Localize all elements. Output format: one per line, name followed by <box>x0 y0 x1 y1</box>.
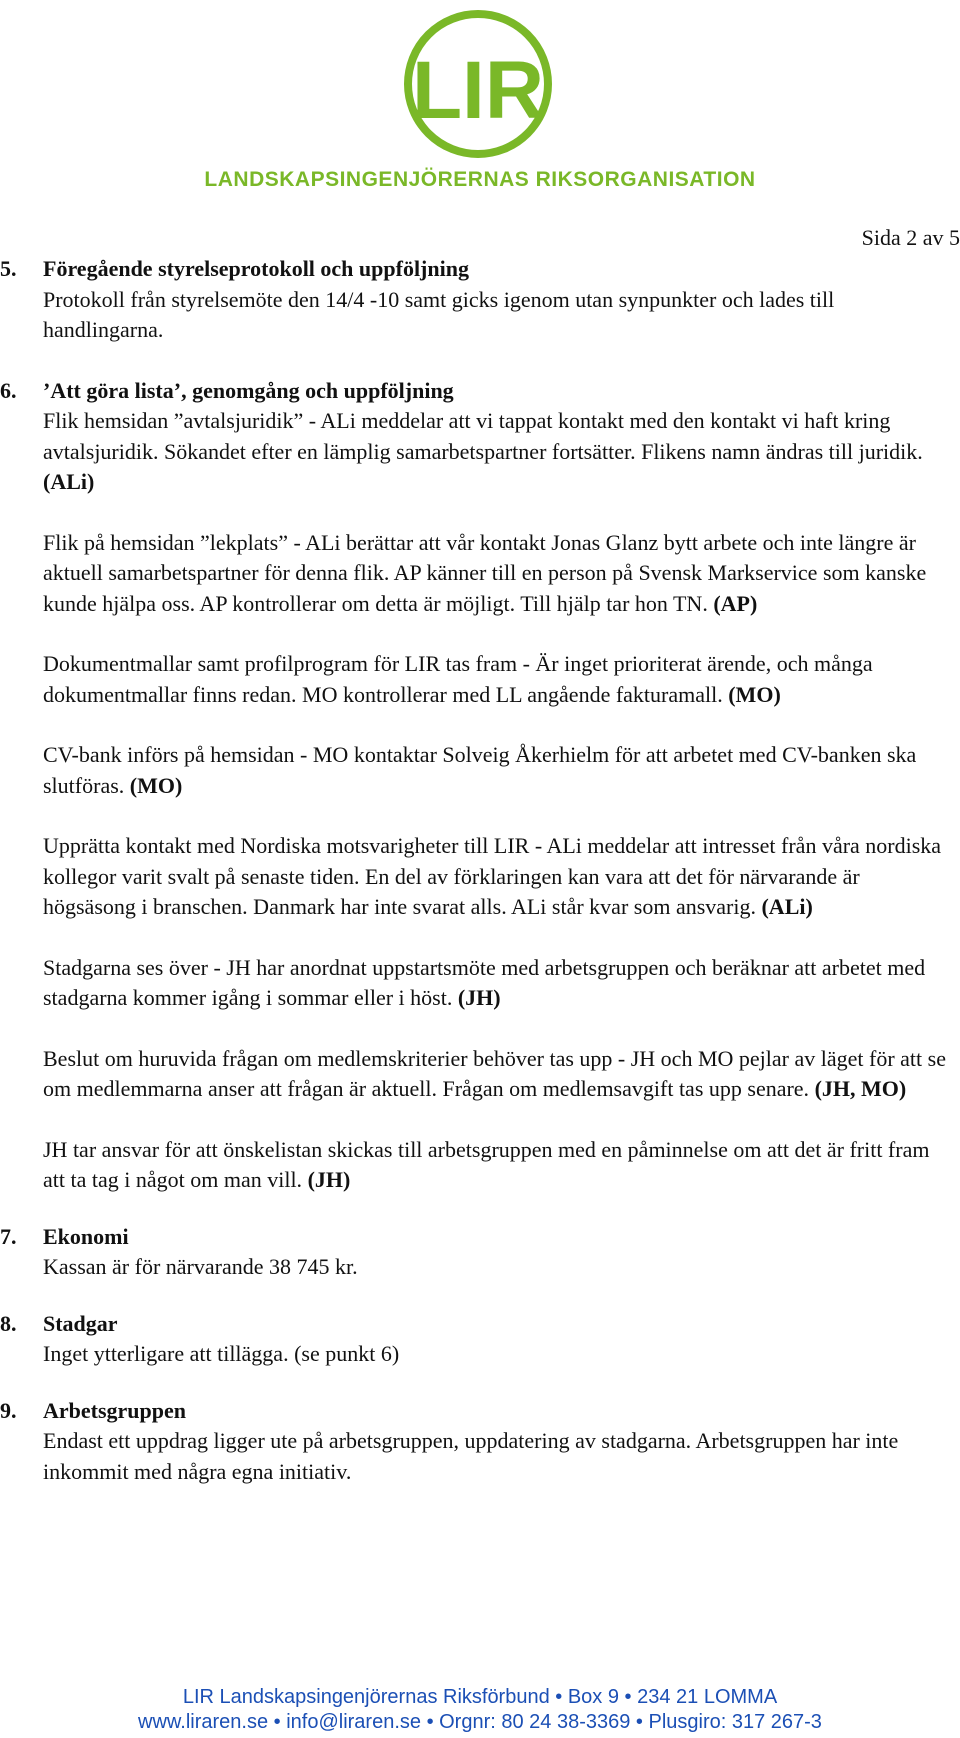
section-text: Inget ytterligare att tillägga. (se punkt 6) <box>43 1341 400 1366</box>
section-number: 7. <box>0 1223 17 1249</box>
lir-logo-emblem <box>340 6 620 166</box>
section-number: 5. <box>0 256 17 281</box>
footer-address: LIR Landskapsingenjörernas Riksförbund • Box 9 • 234 21 LOMMA <box>182 1686 778 1708</box>
paragraph-stadgarna: Stadgarna ses över - JH har anordnat uppstartsmöte med arbetsgruppen och beräknar att arbetet med stadgarna kommer igång i sommar eller i höst. (JH) <box>43 954 926 1010</box>
document-body <box>0 254 950 1487</box>
paragraph-cv-bank: CV-bank införs på hemsidan - MO kontaktar Solveig Åkerhielm för att arbetet med CV-banken ska slutföras. (MO) <box>43 742 917 798</box>
section-title: ’Att göra lista’, genomgång och uppföljning <box>43 377 454 403</box>
section-number: 6. <box>0 377 17 403</box>
responsible: (ALi) <box>43 469 95 494</box>
responsible: (AP) <box>713 590 758 616</box>
org-name: LANDSKAPSINGENJÖRERNAS RIKSORGANISATION <box>204 168 756 191</box>
logo <box>0 0 960 200</box>
section-text: Kassan är för närvarande 38 745 kr. <box>43 1254 358 1279</box>
responsible: (MO) <box>728 681 781 707</box>
paragraph-avtalsjuridik: Flik hemsidan ”avtalsjuridik” - ALi meddelar att vi tappat kontakt med den kontakt vi haft kring avtalsjuridik. Sökandet efter en lämplig samarbetspartner fortsätter. Flikens namn ändras till juridik. (ALi) <box>43 408 923 494</box>
section-7 <box>0 1222 950 1283</box>
responsible: (JH, MO) <box>814 1076 907 1101</box>
section-title: Stadgar <box>43 1310 118 1336</box>
paragraph-medlemskriterier: Beslut om huruvida frågan om medlemskriterier behöver tas upp - JH och MO pejlar av läget för att se om medlemmarna anser att frågan är aktuell. Frågan om medlemsavgift tas upp senare. (JH, MO) <box>43 1045 946 1101</box>
section-number: 8. <box>0 1310 17 1336</box>
section-6 <box>0 376 950 1196</box>
footer-contact: www.liraren.se • info@liraren.se • Orgnr: 80 24 38-3369 • Plusgiro: 317 267-3 <box>138 1711 822 1733</box>
paragraph-onskelistan: JH tar ansvar för att önskelistan skickas till arbetsgruppen med en påminnelse om att det är fritt fram att ta tag i något om man vill. (JH) <box>43 1136 930 1192</box>
responsible: (ALi) <box>761 894 813 919</box>
section-5 <box>0 254 950 346</box>
page-number: Sida 2 av 5 <box>861 225 960 250</box>
section-number: 9. <box>0 1397 17 1423</box>
section-text: Protokoll från styrelsemöte den 14/4 -10 samt gicks igenom utan synpunkter och lades till handlingarna. <box>43 286 835 342</box>
paragraph-nordiska: Upprätta kontakt med Nordiska motsvarigheter till LIR - ALi meddelar att intresset från våra nordiska kollegor varit svalt på senaste tiden. En del av förklaringen kan vara att det för närvarande är högsäsong i branschen. Danmark har inte svarat alls. ALi står kvar som ansvarig. (ALi) <box>43 833 942 919</box>
responsible: (JH) <box>457 985 501 1010</box>
paragraph-lekplats: Flik på hemsidan ”lekplats” - ALi berättar att vår kontakt Jonas Glanz bytt arbete och inte längre är aktuell samarbetspartner för denna flik. AP känner till en person på Svensk Markservice som kanske kunde hjälpa oss. AP kontrollerar om detta är möjligt. Till hjälp tar hon TN. (AP) <box>43 529 927 616</box>
responsible: (MO) <box>129 772 183 798</box>
responsible: (JH) <box>307 1167 351 1192</box>
section-8 <box>0 1309 950 1370</box>
section-text: Endast ett uppdrag ligger ute på arbetsgruppen, uppdatering av stadgarna. Arbetsgruppen har inte inkommit med några egna initiativ. <box>43 1428 899 1484</box>
section-title: Arbetsgruppen <box>43 1397 187 1423</box>
section-title: Föregående styrelseprotokoll och uppföljning <box>43 256 469 281</box>
section-9 <box>0 1396 950 1488</box>
section-title: Ekonomi <box>43 1223 129 1249</box>
paragraph-dokumentmallar: Dokumentmallar samt profilprogram för LIR tas fram - Är inget prioriterat ärende, och många dokumentmallar finns redan. MO kontrollerar med LL angående fakturamall. (MO) <box>43 651 873 707</box>
logo-text: LIR <box>411 45 545 136</box>
